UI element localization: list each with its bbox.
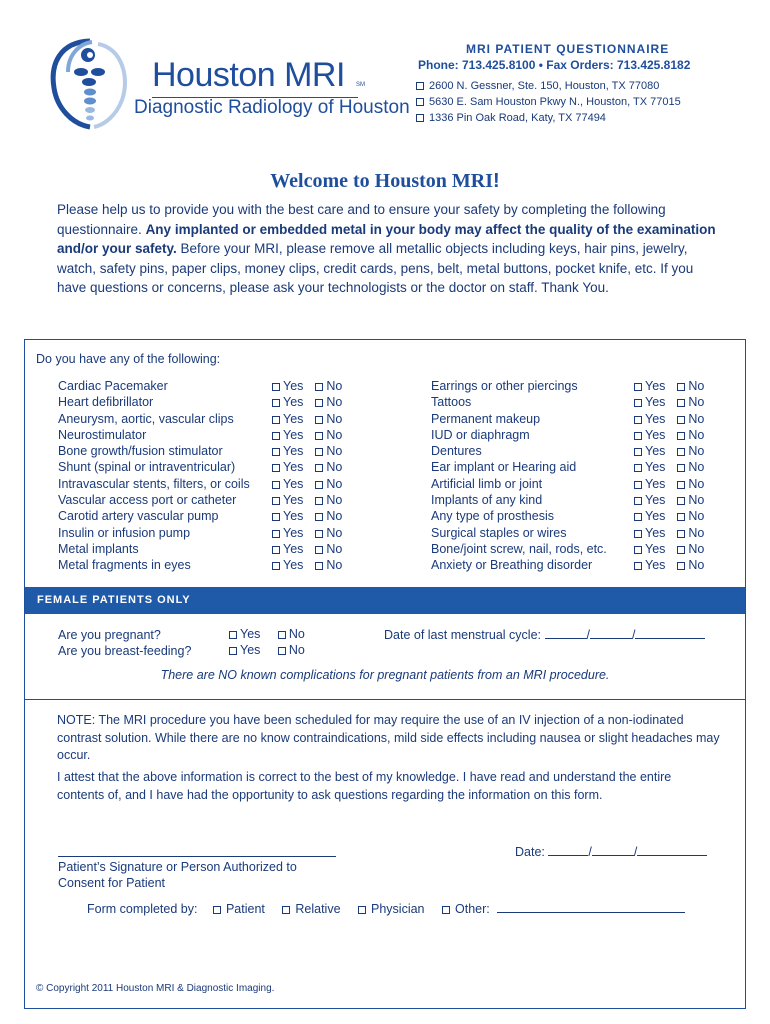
contrast-note: NOTE: The MRI procedure you have been scheduled for may require the use of an IV injection of a non-iodinated contrast solution. While there are no know contraindications, mild side effects including nausea or slight headaches may occur. <box>57 713 720 762</box>
question-item: Dentures <box>431 444 482 459</box>
yes-no-answer <box>634 427 704 443</box>
pregnancy-note: There are NO known complications for pregnant patients from an MRI procedure. <box>160 668 610 682</box>
checkbox-icon[interactable] <box>272 416 280 424</box>
checkbox-icon[interactable] <box>677 497 685 505</box>
checkbox-icon[interactable] <box>315 416 323 424</box>
checkbox-icon[interactable] <box>634 464 642 472</box>
yes-option[interactable]: Yes <box>634 460 665 474</box>
checkbox-icon[interactable] <box>272 448 280 456</box>
yes-option[interactable]: Yes <box>272 412 303 426</box>
address-option[interactable]: 1336 Pin Oak Road, Katy, TX 77494 <box>416 112 606 124</box>
yes-no-answer <box>272 443 342 459</box>
yes-option[interactable]: Yes <box>272 477 303 491</box>
checkbox-icon[interactable] <box>358 906 366 914</box>
yes-option[interactable]: Yes <box>634 526 665 540</box>
no-option[interactable]: No <box>677 558 704 572</box>
yes-no-answer <box>634 557 704 573</box>
yes-no-answer <box>272 411 342 427</box>
yes-no-answer <box>272 492 342 508</box>
checkbox-icon[interactable] <box>634 432 642 440</box>
signature-date-field[interactable]: Date: / / <box>515 844 707 860</box>
yes-no-answer <box>272 557 342 573</box>
question-item: Metal implants <box>58 541 139 556</box>
breastfeeding-question: Are you breast-feeding? <box>58 644 192 658</box>
no-option[interactable]: No <box>677 526 704 540</box>
question-item: Artificial limb or joint <box>431 476 543 491</box>
signature-line[interactable] <box>58 856 336 857</box>
checkbox-icon[interactable] <box>634 399 642 407</box>
checkbox-icon[interactable] <box>282 906 290 914</box>
yes-option[interactable]: Yes <box>272 379 303 393</box>
no-option[interactable]: No <box>315 412 342 426</box>
checkbox-icon[interactable] <box>272 513 280 521</box>
checkbox-icon[interactable] <box>315 399 323 407</box>
checkbox-icon[interactable] <box>272 497 280 505</box>
yes-no-answer <box>272 378 342 394</box>
brand-name: Houston MRI <box>152 56 345 94</box>
checkbox-icon[interactable] <box>278 647 286 655</box>
completed-by-relative[interactable]: Relative <box>282 902 340 916</box>
yes-no-answer <box>272 476 342 492</box>
month-blank[interactable] <box>545 628 587 639</box>
yes-option[interactable]: Yes <box>634 444 665 458</box>
question-item: Neurostimulator <box>58 427 147 442</box>
checkbox-icon[interactable] <box>315 513 323 521</box>
question-item: Implants of any kind <box>431 493 543 508</box>
day-blank[interactable] <box>592 845 634 856</box>
right-question-column <box>431 378 607 574</box>
checkbox-icon[interactable] <box>272 530 280 538</box>
no-option[interactable]: No <box>315 526 342 540</box>
female-section-header: FEMALE PATIENTS ONLY <box>25 587 745 614</box>
breastfeeding-answer <box>229 643 305 657</box>
yes-no-answer <box>272 427 342 443</box>
checkbox-icon[interactable] <box>677 481 685 489</box>
checkbox-icon[interactable] <box>634 481 642 489</box>
yes-option[interactable]: Yes <box>272 509 303 523</box>
no-option[interactable]: No <box>315 477 342 491</box>
phone-fax-line: Phone: 713.425.8100 • Fax Orders: 713.425.8182 <box>418 58 691 72</box>
yes-no-answer <box>272 541 342 557</box>
no-option[interactable]: No <box>677 428 704 442</box>
checkbox-icon[interactable] <box>634 562 642 570</box>
question-item: Any type of prosthesis <box>431 509 554 524</box>
question-item: Surgical staples or wires <box>431 525 567 540</box>
checkbox-icon[interactable] <box>272 432 280 440</box>
yes-option[interactable]: Yes <box>272 444 303 458</box>
checkbox-icon[interactable] <box>272 399 280 407</box>
question-item: Tattoos <box>431 395 472 410</box>
yes-option[interactable]: Yes <box>634 379 665 393</box>
yes-no-answer <box>634 411 704 427</box>
pregnant-answer <box>229 627 305 641</box>
brand-subtitle: Diagnostic Radiology of Houston <box>134 97 410 118</box>
form-completed-by: Form completed by: Patient Relative Physician Other: <box>87 901 685 917</box>
checkbox-icon[interactable] <box>315 562 323 570</box>
checkbox-icon[interactable] <box>634 497 642 505</box>
yes-option[interactable]: Yes <box>229 627 260 641</box>
checkbox-icon[interactable] <box>315 432 323 440</box>
no-option[interactable]: No <box>677 460 704 474</box>
no-option[interactable]: No <box>315 460 342 474</box>
yes-no-answer <box>634 525 704 541</box>
address-option[interactable]: 5630 E. Sam Houston Pkwy N., Houston, TX 77015 <box>416 96 681 108</box>
checkbox-icon[interactable] <box>315 530 323 538</box>
yes-option[interactable]: Yes <box>272 542 303 556</box>
yes-no-answer <box>272 394 342 410</box>
completed-by-other[interactable]: Other: <box>442 902 490 916</box>
checkbox-icon[interactable] <box>677 562 685 570</box>
question-item: IUD or diaphragm <box>431 427 530 442</box>
checkbox-icon[interactable] <box>416 98 424 106</box>
completed-by-physician[interactable]: Physician <box>358 902 425 916</box>
yes-no-answer <box>272 508 342 524</box>
checkbox-icon[interactable] <box>677 432 685 440</box>
pregnant-question: Are you pregnant? <box>58 628 161 642</box>
checkbox-icon[interactable] <box>272 481 280 489</box>
question-item: Permanent makeup <box>431 411 541 426</box>
yes-no-answer <box>634 378 704 394</box>
yes-no-answer <box>272 525 342 541</box>
yes-option[interactable]: Yes <box>634 558 665 572</box>
no-option[interactable]: No <box>677 477 704 491</box>
checkbox-icon[interactable] <box>677 399 685 407</box>
yes-option[interactable]: Yes <box>634 542 665 556</box>
menstrual-date-field[interactable]: Date of last menstrual cycle: / / <box>384 627 705 643</box>
no-option[interactable]: No <box>278 627 305 641</box>
question-item: Metal fragments in eyes <box>58 558 191 573</box>
other-blank[interactable] <box>497 902 685 913</box>
checkbox-icon[interactable] <box>416 82 424 90</box>
yes-option[interactable]: Yes <box>272 558 303 572</box>
question-item: Vascular access port or catheter <box>58 493 237 508</box>
yes-option[interactable]: Yes <box>272 428 303 442</box>
no-option[interactable]: No <box>315 558 342 572</box>
checkbox-icon[interactable] <box>677 464 685 472</box>
no-option[interactable]: No <box>677 542 704 556</box>
checkbox-icon[interactable] <box>229 647 237 655</box>
checkbox-icon[interactable] <box>634 546 642 554</box>
year-blank[interactable] <box>637 845 707 856</box>
checkbox-icon[interactable] <box>677 546 685 554</box>
question-item: Bone/joint screw, nail, rods, etc. <box>431 541 607 556</box>
logo-mark <box>48 38 132 130</box>
yes-option[interactable]: Yes <box>634 412 665 426</box>
checkbox-icon[interactable] <box>315 383 323 391</box>
checkbox-icon[interactable] <box>272 562 280 570</box>
checkbox-icon[interactable] <box>315 497 323 505</box>
question-item: Earrings or other piercings <box>431 379 578 393</box>
checkbox-icon[interactable] <box>634 530 642 538</box>
checkbox-icon[interactable] <box>416 114 424 122</box>
checkbox-icon[interactable] <box>315 464 323 472</box>
spine-logo-icon <box>48 38 132 130</box>
no-option[interactable]: No <box>677 395 704 409</box>
welcome-title: Welcome to Houston MRI! <box>270 170 500 192</box>
no-option[interactable]: No <box>315 493 342 507</box>
checkbox-icon[interactable] <box>634 513 642 521</box>
question-item: Aneurysm, aortic, vascular clips <box>58 411 234 426</box>
checkbox-icon[interactable] <box>272 546 280 554</box>
checkbox-icon[interactable] <box>634 416 642 424</box>
question-prompt: Do you have any of the following: <box>36 352 221 366</box>
no-option[interactable]: No <box>677 444 704 458</box>
question-item: Heart defibrillator <box>58 395 154 410</box>
no-option[interactable]: No <box>315 542 342 556</box>
yes-option[interactable]: Yes <box>272 493 303 507</box>
checkbox-icon[interactable] <box>634 383 642 391</box>
checkbox-icon[interactable] <box>677 416 685 424</box>
service-mark: SM <box>356 82 365 88</box>
checkbox-icon[interactable] <box>315 546 323 554</box>
question-item: Cardiac Pacemaker <box>58 379 168 393</box>
yes-no-answer <box>634 541 704 557</box>
checkbox-icon[interactable] <box>677 448 685 456</box>
question-item: Bone growth/fusion stimulator <box>58 444 223 459</box>
no-option[interactable]: No <box>677 509 704 523</box>
month-blank[interactable] <box>548 845 588 856</box>
checkbox-icon[interactable] <box>229 631 237 639</box>
address-option[interactable]: 2600 N. Gessner, Ste. 150, Houston, TX 77080 <box>416 80 659 92</box>
year-blank[interactable] <box>635 628 705 639</box>
checkbox-icon[interactable] <box>677 530 685 538</box>
right-answer-column <box>634 378 704 574</box>
no-option[interactable]: No <box>315 428 342 442</box>
left-answer-column <box>272 378 342 574</box>
completed-by-patient[interactable]: Patient <box>213 902 265 916</box>
checkbox-icon[interactable] <box>315 481 323 489</box>
yes-no-answer <box>634 443 704 459</box>
question-item: Intravascular stents, filters, or coils <box>58 476 250 491</box>
yes-no-answer <box>634 394 704 410</box>
checkbox-icon[interactable] <box>278 631 286 639</box>
no-option[interactable]: No <box>278 643 305 657</box>
yes-no-answer <box>634 508 704 524</box>
question-item: Anxiety or Breathing disorder <box>431 558 593 573</box>
copyright: © Copyright 2011 Houston MRI & Diagnostic Imaging. <box>36 983 275 994</box>
checkbox-icon[interactable] <box>272 464 280 472</box>
section-divider <box>25 699 745 700</box>
no-option[interactable]: No <box>315 379 342 393</box>
left-question-column <box>58 378 250 574</box>
checkbox-icon[interactable] <box>213 906 221 914</box>
form-title: MRI PATIENT QUESTIONNAIRE <box>466 42 670 56</box>
checkbox-icon[interactable] <box>677 513 685 521</box>
yes-no-answer <box>634 459 704 475</box>
question-item: Shunt (spinal or intraventricular) <box>58 460 236 475</box>
question-item: Carotid artery vascular pump <box>58 509 219 524</box>
yes-option[interactable]: Yes <box>272 460 303 474</box>
no-option[interactable]: No <box>677 379 704 393</box>
yes-no-answer <box>634 492 704 508</box>
yes-option[interactable]: Yes <box>229 643 260 657</box>
day-blank[interactable] <box>590 628 632 639</box>
checkbox-icon[interactable] <box>677 383 685 391</box>
yes-option[interactable]: Yes <box>634 477 665 491</box>
yes-option[interactable]: Yes <box>634 428 665 442</box>
yes-option[interactable]: Yes <box>634 493 665 507</box>
yes-option[interactable]: Yes <box>634 395 665 409</box>
no-option[interactable]: No <box>677 493 704 507</box>
yes-no-answer <box>634 476 704 492</box>
checkbox-icon[interactable] <box>634 448 642 456</box>
yes-option[interactable]: Yes <box>272 395 303 409</box>
no-option[interactable]: No <box>315 509 342 523</box>
attestation-text: I attest that the above information is correct to the best of my knowledge. I have read and understand the entire contents of, and I have had the opportunity to ask questions regarding the information on this form. <box>57 770 672 802</box>
question-item: Insulin or infusion pump <box>58 525 191 540</box>
signature-label-1: Patient’s Signature or Person Authorized to <box>58 860 297 874</box>
no-option[interactable]: No <box>677 412 704 426</box>
checkbox-icon[interactable] <box>272 383 280 391</box>
signature-label-2: Consent for Patient <box>58 876 166 890</box>
no-option[interactable]: No <box>315 444 342 458</box>
checkbox-icon[interactable] <box>315 448 323 456</box>
checkbox-icon[interactable] <box>442 906 450 914</box>
yes-no-answer <box>272 459 342 475</box>
no-option[interactable]: No <box>315 395 342 409</box>
yes-option[interactable]: Yes <box>634 509 665 523</box>
intro-paragraph: Please help us to provide you with the best care and to ensure your safety by completing the following questionnaire. Any implanted or embedded metal in your body may affect the quality of the examination and/or your safety. Before your MRI, please remove all metallic objects including keys, hair pins, jewelry, watch, safety pins, paper clips, money clips, credit cards, pens, belt, metal buttons, pocket knife, etc. If you have questions or concerns, please ask your technologists or the doctor on staff. Thank You. <box>57 202 716 295</box>
yes-option[interactable]: Yes <box>272 526 303 540</box>
question-item: Ear implant or Hearing aid <box>431 460 577 475</box>
